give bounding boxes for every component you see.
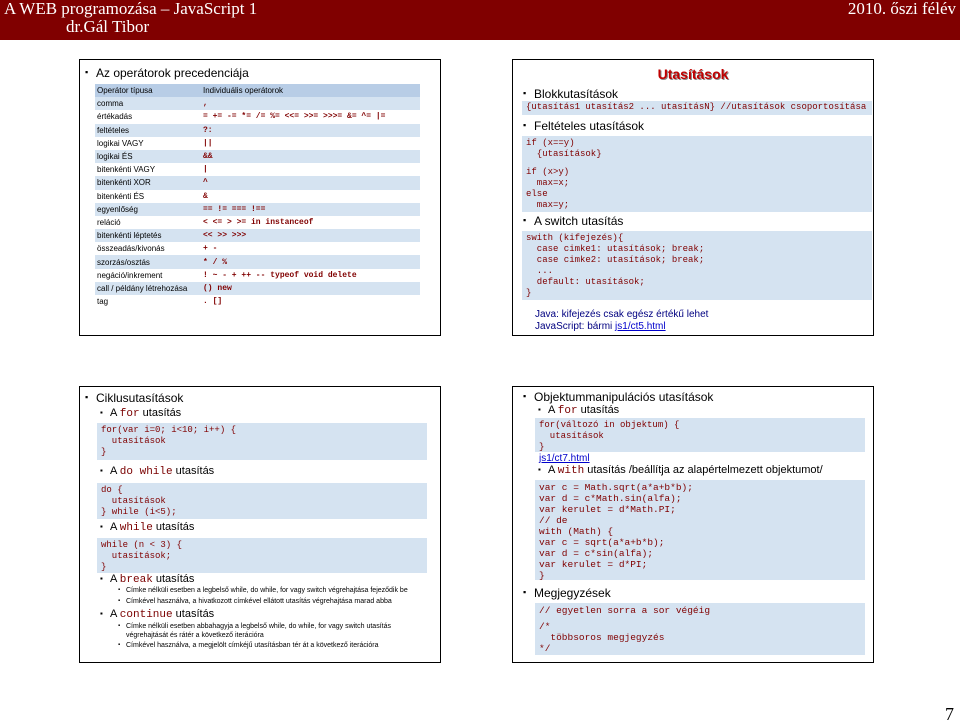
operator-type: bitenkénti léptetés <box>95 229 201 242</box>
dowhile-heading <box>110 465 214 478</box>
with-code-line: with (Math) { <box>539 526 614 537</box>
cm-line-4: */ <box>539 643 551 654</box>
cm-line-1: // egyetlen sorra a sor végéig <box>539 605 711 616</box>
wi-b: utasítás /beállítja az alapértelmezett objektumot/ <box>584 464 823 476</box>
operator-type: bitenkénti VAGY <box>95 163 201 176</box>
slide1-title: ▪ Az operátorok precedenciája <box>96 66 249 80</box>
with-code-line: var c = sqrt(a*a+b*b); <box>539 537 665 548</box>
br-kw: break <box>119 574 153 586</box>
operator-list: | <box>201 163 420 176</box>
operator-list: * / % <box>201 255 420 268</box>
table-header-row <box>95 84 420 97</box>
operator-list: << >> >>> <box>201 229 420 242</box>
operator-list: == != === !== <box>201 203 420 216</box>
comments-code <box>535 603 865 655</box>
switch-heading: ▪ A switch utasítás <box>534 214 623 228</box>
operator-list: ! ~ - + ++ -- typeof void delete <box>201 269 420 282</box>
break-heading <box>110 573 194 586</box>
comments-heading: ▪ Megjegyzések <box>534 586 611 600</box>
course-title: A WEB programozása – JavaScript 1 <box>4 0 258 18</box>
switch-line-6: } <box>526 288 532 298</box>
continue-heading <box>110 608 214 621</box>
with-code-line: var c = Math.sqrt(a*a+b*b); <box>539 482 693 493</box>
operator-type: szorzás/osztás <box>95 255 201 268</box>
table-row <box>95 255 420 268</box>
dw-line-3: } while (i<5); <box>101 507 177 517</box>
if-line-1: if (x==y) <box>526 138 575 148</box>
with-heading <box>548 464 823 477</box>
switch-line-1: swith (kifejezés){ <box>526 233 624 243</box>
table-row <box>95 110 420 123</box>
table-row <box>95 97 420 110</box>
table-row <box>95 269 420 282</box>
fi-line-3: } <box>539 442 545 452</box>
with-code-line: var d = c*sin(alfa); <box>539 548 654 559</box>
author: dr.Gál Tibor <box>66 17 150 36</box>
fi-kw: for <box>557 405 578 417</box>
operator-list: + - <box>201 242 420 255</box>
with-code-line: // de <box>539 515 568 526</box>
switch-line-4: ... <box>526 266 554 276</box>
wh-kw: while <box>119 522 153 534</box>
wi-a: A <box>548 464 558 476</box>
block-statements-heading: ▪ Blokkutasítások <box>534 87 618 101</box>
if-line-4: max=x; <box>526 178 570 188</box>
for-line-3: } <box>101 447 107 457</box>
with-code-line: var kerulet = d*Math.PI; <box>539 504 676 515</box>
for-kw: for <box>119 408 140 420</box>
table-row <box>95 124 420 137</box>
dw-b: utasítás <box>172 465 215 477</box>
table-row <box>95 242 420 255</box>
operator-list: () new <box>201 282 420 295</box>
continue-note-2: ▪ Címkével használva, a megjelölt címkéjű utasításban tér át a következő iterációra <box>126 642 379 649</box>
with-code-line: } <box>539 570 545 581</box>
fi-line-2: utasítások <box>539 431 604 441</box>
switch-line-3: case cimke2: utasítások; break; <box>526 255 705 265</box>
table-row <box>95 190 420 203</box>
operator-list: ^ <box>201 176 420 189</box>
dw-line-1: do { <box>101 485 123 495</box>
table-row <box>95 137 420 150</box>
dw-a: A <box>110 465 120 477</box>
continue-note-1b: végrehajtását és rátér a következő iterációra <box>126 632 264 639</box>
for-line-2: utasítások <box>101 436 166 446</box>
table-header-type: Operátor típusa <box>95 84 201 97</box>
for-line-1: for(var i=0; i<10; i++) { <box>101 425 237 435</box>
table-row <box>95 176 420 189</box>
co-b: utasítás <box>172 608 215 620</box>
forin-heading <box>548 404 619 417</box>
operator-list: ?: <box>201 124 420 137</box>
break-note-2: ▪ Címkével használva, a hivatkozott címkével ellátott utasítás végrehajtása marad abba <box>126 598 392 605</box>
fi-b: utasítás <box>577 404 620 416</box>
block-code-line: {utasítás1 utasítás2 ... utasításN} //utasítások csoportosítása <box>526 102 867 112</box>
co-kw: continue <box>119 609 173 621</box>
operator-type: logikai ÉS <box>95 150 201 163</box>
table-row <box>95 203 420 216</box>
page-number: 7 <box>945 704 954 724</box>
table-header-ops: Individuális operátorok <box>201 84 420 97</box>
while-heading <box>110 521 194 534</box>
ct7-link[interactable]: js1/ct7.html <box>539 453 590 464</box>
table-row <box>95 229 420 242</box>
java-note: Java: kifejezés csak egész értékű lehet <box>535 309 709 320</box>
break-note-1: ▪ Címke nélküli esetben a legbelső while, do while, for vagy switch végrehajtása fejeződik be <box>126 587 408 594</box>
for-a: A <box>110 407 120 419</box>
slide2-title: Utasítások <box>657 66 729 82</box>
table-row <box>95 295 420 308</box>
if-line-6: max=y; <box>526 200 570 210</box>
dw-line-2: utasítások <box>101 496 166 506</box>
if-line-3: if (x>y) <box>526 167 570 177</box>
with-code-line: var d = c*Math.sin(alfa); <box>539 493 682 504</box>
header-bar <box>0 0 960 40</box>
operator-type: tag <box>95 295 201 308</box>
wh-b: utasítás <box>152 521 195 533</box>
switch-code <box>522 231 872 300</box>
operator-type: logikai VAGY <box>95 137 201 150</box>
table-row <box>95 163 420 176</box>
operator-type: comma <box>95 97 201 110</box>
wh-a: A <box>110 521 120 533</box>
wh-line-2: utasítások; <box>101 551 172 561</box>
block-code <box>522 101 872 115</box>
table-row <box>95 282 420 295</box>
operator-type: egyenlőség <box>95 203 201 216</box>
continue-note-1: ▪ Címke nélküli esetben abbahagyja a legbelső while, do while, for vagy switch utasítás <box>126 623 391 630</box>
while-code <box>97 538 427 573</box>
dowhile-code <box>97 483 427 519</box>
wh-line-3: } <box>101 562 107 572</box>
wi-kw: with <box>557 465 585 477</box>
precedence-table <box>95 84 420 308</box>
loops-heading: ▪ Ciklusutasítások <box>96 391 183 405</box>
object-heading: ▪ Objektummanipulációs utasítások <box>534 390 713 404</box>
operator-type: bitenkénti XOR <box>95 176 201 189</box>
fi-a: A <box>548 404 558 416</box>
table-row <box>95 216 420 229</box>
operator-type: negáció/inkrement <box>95 269 201 282</box>
header-left <box>4 0 257 36</box>
operator-list: & <box>201 190 420 203</box>
for-heading <box>110 407 181 420</box>
conditional-heading: ▪ Feltételes utasítások <box>534 119 644 133</box>
if-line-5: else <box>526 189 548 199</box>
cm-line-3: többsoros megjegyzés <box>539 632 665 643</box>
cm-line-2: /* <box>539 621 551 632</box>
operator-list: && <box>201 150 420 163</box>
dw-kw: do while <box>119 466 173 478</box>
with-code <box>535 480 865 580</box>
ct5-link[interactable]: js1/ct5.html <box>615 321 666 332</box>
for-b: utasítás <box>139 407 182 419</box>
operator-list: , <box>201 97 420 110</box>
operator-list: < <= > >= in instanceof <box>201 216 420 229</box>
fi-line-1: for(változó in objektum) { <box>539 420 680 430</box>
operator-type: bitenkénti ÉS <box>95 190 201 203</box>
operator-type: call / példány létrehozása <box>95 282 201 295</box>
operator-type: feltételes <box>95 124 201 137</box>
switch-line-5: default: utasítások; <box>526 277 645 287</box>
if-code <box>522 136 872 212</box>
table-row <box>95 150 420 163</box>
operator-list: = += -= *= /= %= <<= >>= >>>= &= ^= |= <box>201 110 420 123</box>
if-line-2: {utasítások} <box>526 149 602 159</box>
operator-type: értékadás <box>95 110 201 123</box>
operator-list: || <box>201 137 420 150</box>
switch-line-2: case cimke1: utasítások; break; <box>526 244 705 254</box>
js-note-text: JavaScript: bármi <box>535 321 616 332</box>
br-a: A <box>110 573 120 585</box>
with-code-line: var kerulet = d*PI; <box>539 559 648 570</box>
br-b: utasítás <box>152 573 195 585</box>
operator-type: reláció <box>95 216 201 229</box>
co-a: A <box>110 608 120 620</box>
wh-line-1: while (n < 3) { <box>101 540 183 550</box>
semester: 2010. őszi félév <box>847 0 956 18</box>
operator-list: . [] <box>201 295 420 308</box>
for-code <box>97 423 427 460</box>
operator-type: összeadás/kivonás <box>95 242 201 255</box>
js-note <box>535 321 666 332</box>
forin-code <box>535 418 865 452</box>
